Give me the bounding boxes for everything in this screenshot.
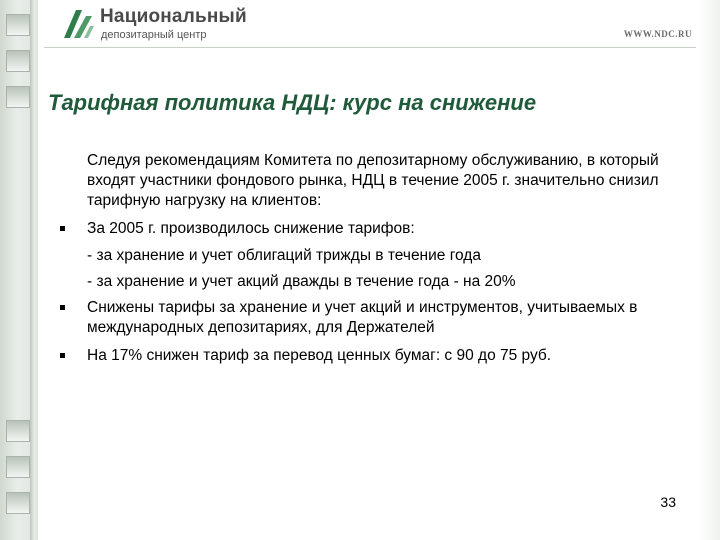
logo-title: Национальный xyxy=(100,6,247,27)
bullet-square-icon xyxy=(60,353,65,358)
slide-title: Тарифная политика НДЦ: курс на снижение xyxy=(48,90,537,115)
site-url: WWW.NDC.RU xyxy=(623,29,692,39)
bullet-item xyxy=(52,219,692,239)
sub-item xyxy=(52,246,692,266)
header-divider xyxy=(44,47,696,48)
decorative-building-strip xyxy=(0,0,38,540)
sub-item xyxy=(52,272,692,292)
decor-window xyxy=(6,50,30,72)
intro-paragraph xyxy=(52,151,692,211)
bullet-item xyxy=(52,346,692,366)
decor-window xyxy=(6,420,30,442)
bullet-item xyxy=(52,298,692,338)
decor-window xyxy=(6,14,30,36)
decor-column xyxy=(30,0,35,540)
decorative-right-shade xyxy=(698,0,720,540)
bullet-square-icon xyxy=(60,226,65,231)
intro-text: Следуя рекомендациям Комитета по депозитарному обслуживанию, в который входят участники фондового рынка, НДЦ в течение 2005 г. значительно снизил тарифную нагрузку на клиентов: xyxy=(87,152,659,209)
bullet-text: За 2005 г. производилось снижение тарифов: xyxy=(87,220,415,237)
decor-window xyxy=(6,492,30,514)
slide-body xyxy=(52,151,692,366)
bullet-square-icon xyxy=(60,305,65,310)
page-number: 33 xyxy=(660,494,676,510)
ndc-logo-icon xyxy=(60,6,96,42)
bullet-text: На 17% снижен тариф за перевод ценных бумаг: с 90 до 75 руб. xyxy=(87,347,552,364)
decor-window xyxy=(6,86,30,108)
decor-window xyxy=(6,456,30,478)
bullet-text: Снижены тарифы за хранение и учет акций и инструментов, учитываемых в международных депозитариях, для Держателей xyxy=(87,299,638,336)
logo-subtitle: депозитарный центр xyxy=(101,29,207,41)
sub-item-text: - за хранение и учет облигаций трижды в течение года xyxy=(87,247,481,264)
sub-item-text: - за хранение и учет акций дважды в течение года - на 20% xyxy=(87,273,516,290)
